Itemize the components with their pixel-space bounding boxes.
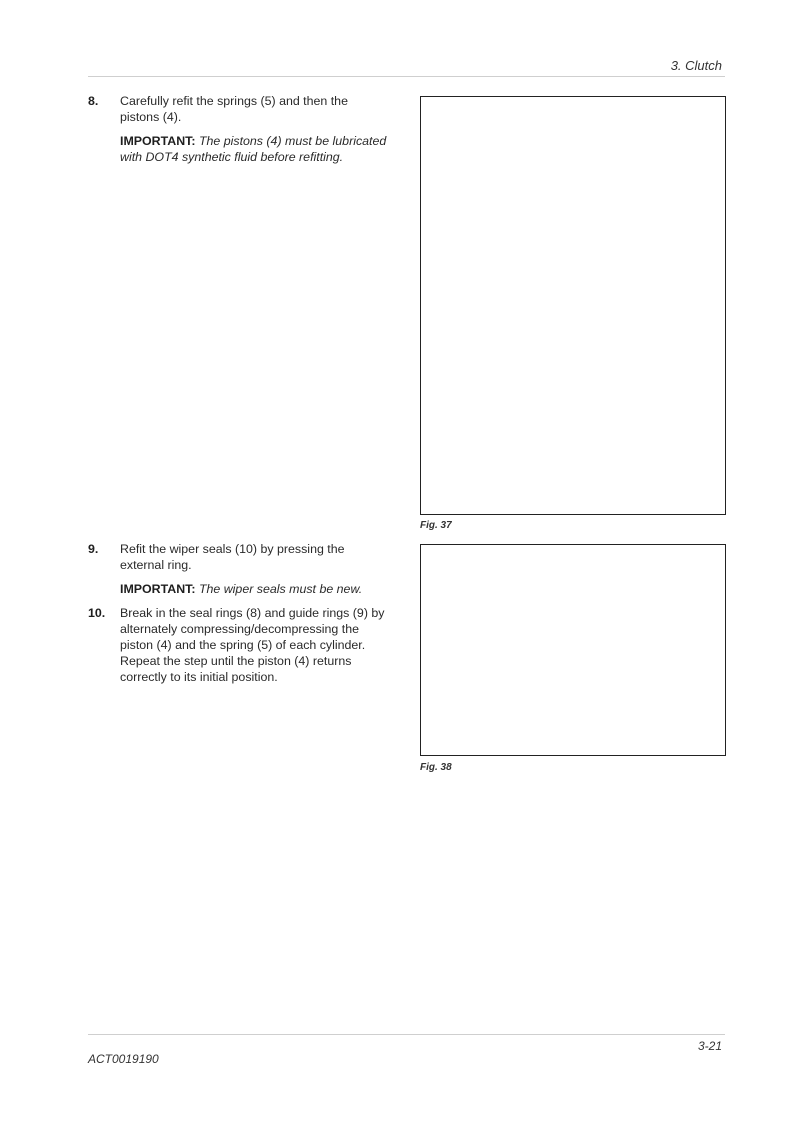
section-title: 3. Clutch: [670, 58, 722, 73]
important-text: The wiper seals must be new.: [198, 582, 363, 596]
step-text: Carefully refit the springs (5) and then the pistons (4).: [120, 94, 348, 124]
figure-38-caption: Fig. 38: [420, 762, 452, 773]
header-divider: [88, 76, 725, 77]
step-text: Break in the seal rings (8) and guide rings (9) by alternately compressing/decompressing the piston (4) and the spring (5) of each cylinder. Repeat the step until the piston (4) returns correctly to its initial position.: [120, 606, 385, 684]
important-note: [120, 581, 388, 597]
step-number: 10.: [88, 606, 106, 620]
page-number: 3-21: [697, 1039, 722, 1053]
step-number: 9.: [88, 542, 99, 556]
figure-37-image: [420, 96, 726, 515]
figure-38-image: [420, 544, 726, 756]
footer-divider: [88, 1034, 725, 1035]
important-label: IMPORTANT:: [120, 134, 196, 148]
step-10: [88, 605, 388, 685]
important-text: The pistons (4) must be lubricated with DOT4 synthetic fluid before refitting.: [120, 134, 387, 164]
step-9: [88, 541, 388, 597]
important-label: IMPORTANT:: [120, 582, 196, 596]
document-code: ACT0019190: [88, 1052, 159, 1066]
step-text: Refit the wiper seals (10) by pressing the external ring.: [120, 542, 345, 572]
step-number: 8.: [88, 94, 99, 108]
step-8: [88, 93, 388, 165]
figure-37-caption: Fig. 37: [420, 520, 452, 531]
important-note: [120, 133, 388, 165]
